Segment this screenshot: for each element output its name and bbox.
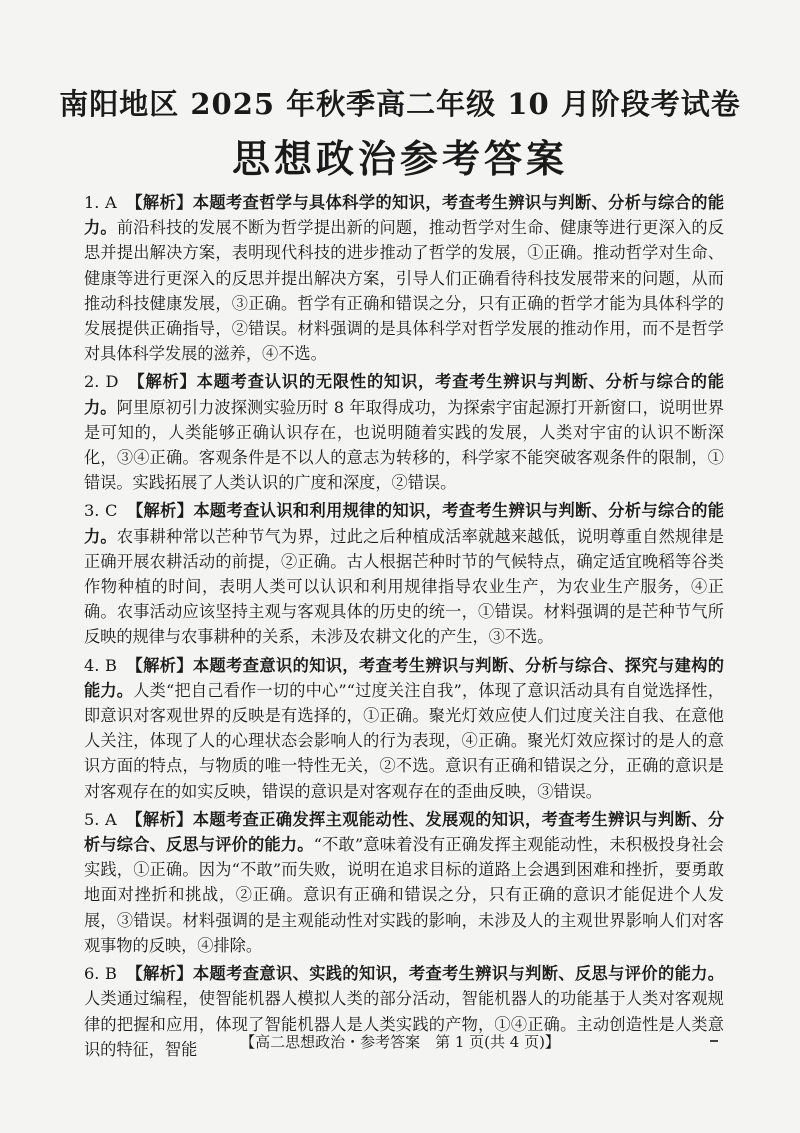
exam-title: 南阳地区 2025 年秋季高二年级 10 月阶段考试卷 <box>59 87 741 121</box>
answer-number: 4. B <box>84 655 117 675</box>
answer-title: 思想政治参考答案 <box>231 136 568 181</box>
corner-mark <box>710 1040 718 1042</box>
answer-body: 阿里原初引力波探测实验历时 8 年取得成功，为探索宇宙起源打开新窗口，说明世界是可知的，人类能够正确认识存在，也说明随着实践的发展，人类对宇宙的认识不断深化，③④正确。客观条件是不以人的意志为转移的，科学家不能突破客观条件的限制，①错误。实践拓展了人类认识的广度和深度，②错误。 <box>84 397 725 493</box>
answer-number: 2. D <box>84 372 119 392</box>
answer-number: 3. C <box>84 501 118 521</box>
answer-number: 6. B <box>84 964 117 984</box>
answer-body: 前沿科技的发展不断为哲学提出新的问题，推动哲学对生命、健康等进行更深入的反思并提出解决方案，表明现代科技的进步推动了哲学的发展，①正确。推动哲学对生命、健康等进行更深入的反思并提出解决方案，引导人们正确看待科技发展带来的问题，从而推动科技健康发展，③正确。哲学有正确和错误之分，只有正确的哲学才能为具体科学的发展提供正确指导，②错误。材料强调的是具体科学对哲学发展的推动作用，而不是哲学对具体科学发展的滋养，④不选。 <box>84 218 725 364</box>
answer-number: 1. A <box>84 193 117 212</box>
answer-body: 农事耕种常以芒种节气为界，过此之后种植成活率就越来越低，说明尊重自然规律是正确开展农耕活动的前提，②正确。古人根据芒种时节的气候特点，确定适宜晚稻等谷类作物种植的时间，表明人类可以认识和利用规律指导农业生产，为农业生产服务，④正确。农事活动应该坚持主观与客观具体的历史的统一，①错误。材料强调的是芒种节气所反映的规律与农事耕种的关系，未涉及农耕文化的产生，③不选。 <box>84 526 725 647</box>
answer-body: 人类“把自己看作一切的中心”“过度关注自我”，体现了意识活动具有自觉选择性，即意识对客观世界的反映是有选择的，①正确。聚光灯效应使人们过度关注自我、在意他人关注，体现了人的心理状态会影响人的行为表现，④正确。聚光灯效应探讨的是人的意识方面的特点，与物质的唯一特性无关，②不选。意识有正确和错误之分，正确的意识是对客观存在的如实反映，错误的意识是对客观存在的歪曲反映，③错误。 <box>84 680 725 801</box>
answer-item-1 <box>84 190 724 366</box>
answer-analysis-tag: 【解析】本题考查认识和利用规律的知识，考查考生辨识与判断、分析与综合的能力。 <box>84 501 724 546</box>
answer-number: 5. A <box>84 809 117 829</box>
answer-analysis-tag: 【解析】本题考查正确发挥主观能动性、发展观的知识，考查考生辨识与判断、分析与综合、反思与评价的能力。 <box>84 809 725 855</box>
answer-list <box>84 190 724 1065</box>
answer-item-4 <box>84 653 724 804</box>
answer-analysis-tag: 【解析】本题考查认识的无限性的知识，考查考生辨识与判断、分析与综合的能力。 <box>84 372 724 417</box>
answer-item-3 <box>84 498 724 649</box>
answer-analysis-tag: 【解析】本题考查哲学与具体科学的知识，考查考生辨识与判断、分析与综合的能力。 <box>84 193 725 238</box>
answer-item-2 <box>84 369 724 495</box>
answer-analysis-tag: 【解析】本题考查意识的知识，考查考生辨识与判断、分析与综合、探究与建构的能力。 <box>84 655 724 700</box>
answer-item-5 <box>84 807 724 958</box>
page-footer: 【高二思想政治・参考答案 第 1 页(共 4 页)】 <box>240 1033 560 1051</box>
answer-body: 人类通过编程，使智能机器人模拟人类的部分活动，智能机器人的功能基于人类对客观规律的把握和应用，体现了智能机器人是人类实践的产物，①④正确。主动创造性是人类意识的特征，智能 <box>84 989 724 1059</box>
answer-analysis-tag: 【解析】本题考查意识、实践的知识，考查考生辨识与判断、反思与评价的能力。 <box>126 964 724 984</box>
answer-body: “不敢”意味着没有正确发挥主观能动性，未积极投身社会实践，①正确。因为“不敢”而失败，说明在追求目标的道路上会遇到困难和挫折，要勇敢地面对挫折和挑战，②正确。意识有正确和错误之分，只有正确的意识才能促进个人发展，③错误。材料强调的是主观能动性对实践的影响，未涉及人的主观世界影响人们对客观事物的反映，④排除。 <box>84 835 724 955</box>
